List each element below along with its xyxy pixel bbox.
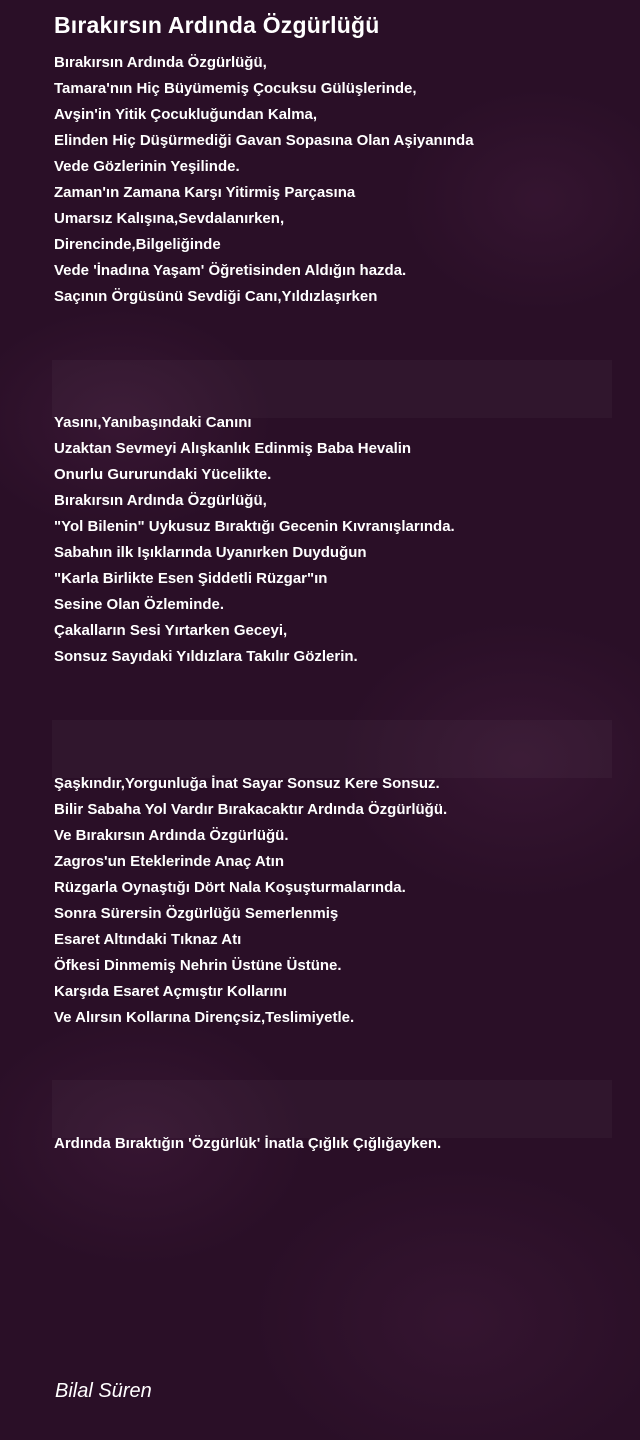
poem-line: Ve Alırsın Kollarına Dirençsiz,Teslimiyetle.: [54, 1009, 355, 1026]
poem-line: Sonra Sürersin Özgürlüğü Semerlenmiş: [54, 905, 339, 922]
poem-line: Rüzgarla Oynaştığı Dört Nala Koşuşturmalarında.: [54, 879, 406, 896]
decorative-band: [52, 1080, 612, 1138]
poem-line: Saçının Örgüsünü Sevdiği Canı,Yıldızlaşırken: [54, 288, 378, 305]
poem-line: Umarsız Kalışına,Sevdalanırken,: [54, 210, 285, 227]
poem-line: Sonsuz Sayıdaki Yıldızlara Takılır Gözlerin.: [54, 648, 358, 665]
poem-line: Zaman'ın Zamana Karşı Yitirmiş Parçasına: [54, 184, 356, 201]
poem-line: Öfkesi Dinmemiş Nehrin Üstüne Üstüne.: [54, 957, 342, 974]
poem-line: Ardında Bıraktığın 'Özgürlük' İnatla Çığlık Çığlığayken.: [54, 1135, 442, 1152]
poem-line: "Karla Birlikte Esen Şiddetli Rüzgar"ın: [54, 570, 328, 587]
poem-line: Tamara'nın Hiç Büyümemiş Çocuksu Gülüşlerinde,: [54, 80, 417, 97]
author-name: Bilal Süren: [55, 1380, 152, 1402]
poem-line: Vede Gözlerinin Yeşilinde.: [54, 158, 240, 175]
poem-line: Zagros'un Eteklerinde Anaç Atın: [54, 853, 284, 870]
poem-line: Elinden Hiç Düşürmediği Gavan Sopasına Olan Aşiyanında: [54, 132, 474, 149]
poem-line: Vede 'İnadına Yaşam' Öğretisinden Aldığın hazda.: [54, 262, 407, 279]
stanza-1: [54, 50, 474, 310]
poem-line: Çakalların Sesi Yırtarken Geceyi,: [54, 622, 288, 639]
poem-line: Bilir Sabaha Yol Vardır Bırakacaktır Ardında Özgürlüğü.: [54, 801, 448, 818]
poem-line: Şaşkındır,Yorgunluğa İnat Sayar Sonsuz Kere Sonsuz.: [54, 775, 440, 792]
poem-line: "Yol Bilenin" Uykusuz Bıraktığı Gecenin Kıvranışlarında.: [54, 518, 455, 535]
stanza-4: [54, 1131, 441, 1157]
poem-line: Karşıda Esaret Açmıştır Kollarını: [54, 983, 287, 1000]
poem-line: Bırakırsın Ardında Özgürlüğü,: [54, 492, 267, 509]
poem-line: Sabahın ilk Işıklarında Uyanırken Duyduğun: [54, 544, 367, 561]
stanza-2: [54, 410, 455, 670]
poem-line: Ve Bırakırsın Ardında Özgürlüğü.: [54, 827, 289, 844]
poem-title: Bırakırsın Ardında Özgürlüğü: [54, 12, 380, 38]
poem-line: Direncinde,Bilgeliğinde: [54, 236, 221, 253]
poem-line: Sesine Olan Özleminde.: [54, 596, 225, 613]
poem-line: Bırakırsın Ardında Özgürlüğü,: [54, 54, 267, 71]
poem-line: Uzaktan Sevmeyi Alışkanlık Edinmiş Baba Hevalin: [54, 440, 412, 457]
decorative-band: [52, 720, 612, 778]
poem-line: Onurlu Gururundaki Yücelikte.: [54, 466, 272, 483]
poem-line: Esaret Altındaki Tıknaz Atı: [54, 931, 242, 948]
stanza-3: [54, 771, 447, 1031]
poem-line: Yasını,Yanıbaşındaki Canını: [54, 414, 252, 431]
poem-line: Avşin'in Yitik Çocukluğundan Kalma,: [54, 106, 318, 123]
